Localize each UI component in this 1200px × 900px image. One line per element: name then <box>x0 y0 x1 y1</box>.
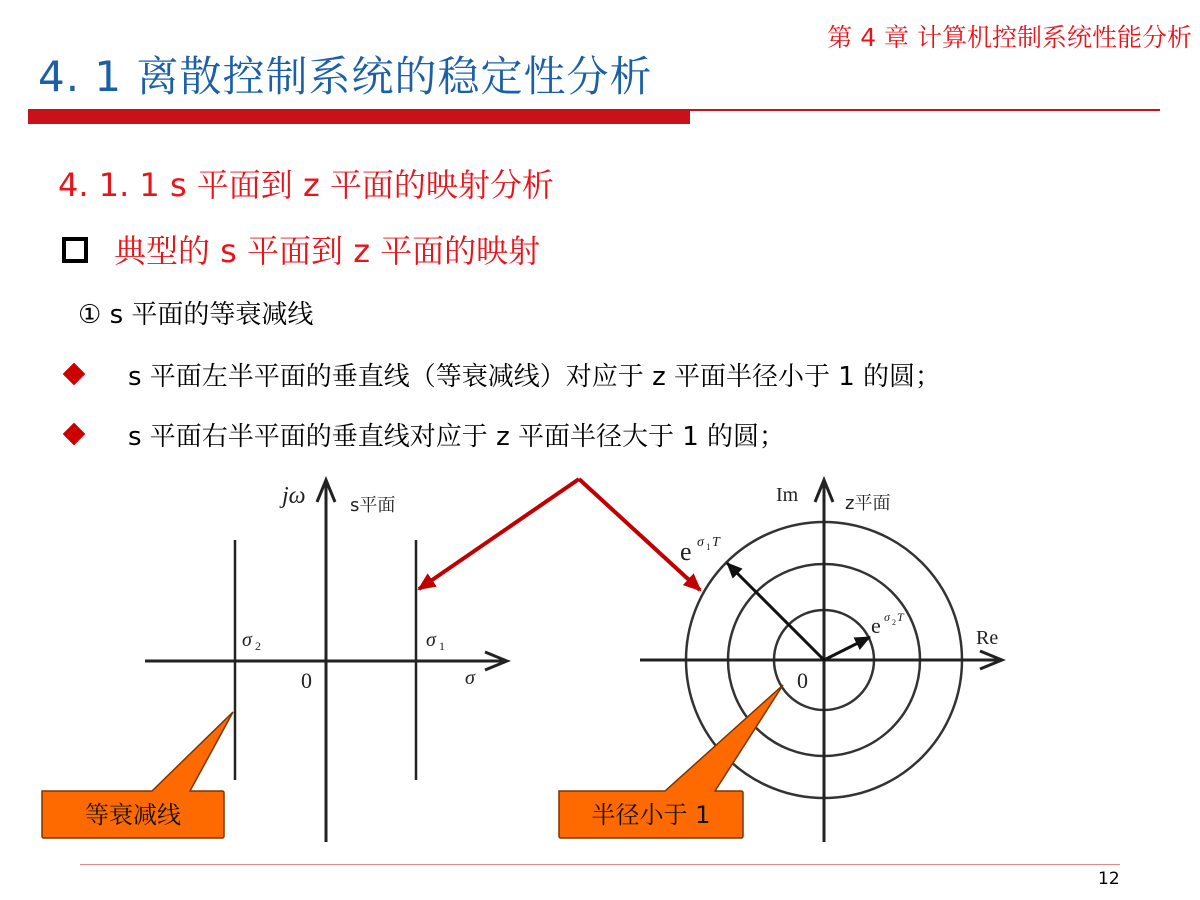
sigma1-label: σ <box>426 629 436 651</box>
inner-radius-vector <box>824 637 870 660</box>
callout-text: 半径小于 1 <box>591 801 711 829</box>
outer-radius-label-sup: σ <box>697 535 704 550</box>
footer-divider <box>80 864 1120 865</box>
page-number: 12 <box>1098 869 1120 889</box>
outer-radius-label-sub: 1 <box>706 542 711 552</box>
sigma1-subscript: 1 <box>439 639 445 653</box>
z-real-axis-label: Re <box>976 627 999 649</box>
topic-text: 典型的 s 平面到 z 平面的映射 <box>114 232 541 270</box>
bullet-text: s 平面右半平面的垂直线对应于 z 平面半径大于 1 的圆； <box>128 421 786 452</box>
callout-radius-less-than-1 <box>559 685 783 838</box>
s-plane-label: s平面 <box>350 495 396 516</box>
inner-radius-label-T: T <box>897 610 904 624</box>
numbered-item: ① s 平面的等衰减线 <box>78 300 314 330</box>
inner-radius-label-sup: σ <box>884 610 890 624</box>
chapter-title: 第 4 章 计算机控制系统性能分析 <box>827 23 1192 52</box>
red-arrow-to-z-circle <box>579 479 700 590</box>
inner-radius-label-sub: 2 <box>892 618 896 627</box>
z-plane-label: z平面 <box>845 493 891 514</box>
outer-radius-label: e <box>680 537 692 566</box>
callout-equal-attenuation <box>42 712 233 838</box>
inner-radius-label: e <box>871 613 881 638</box>
s-real-axis-label: σ <box>465 667 475 689</box>
page-title: 4. 1 离散控制系统的稳定性分析 <box>38 52 653 101</box>
z-origin-label: 0 <box>797 668 808 693</box>
sigma2-label: σ <box>242 629 252 651</box>
sigma2-subscript: 2 <box>255 639 261 653</box>
s-plane <box>145 480 507 842</box>
mapping-arrows <box>419 479 700 590</box>
red-arrow-to-s-line <box>419 479 579 589</box>
s-origin-label: 0 <box>301 668 312 693</box>
outer-radius-label-T: T <box>712 535 720 550</box>
z-imag-axis-label: Im <box>776 484 799 506</box>
bullet-text: s 平面左半平面的垂直线（等衰减线）对应于 z 平面半径小于 1 的圆； <box>128 361 942 392</box>
subsection-heading: 4. 1. 1 s 平面到 z 平面的映射分析 <box>58 166 554 204</box>
callout-text: 等衰减线 <box>85 801 181 829</box>
s-imag-axis-label: jω <box>282 483 306 509</box>
